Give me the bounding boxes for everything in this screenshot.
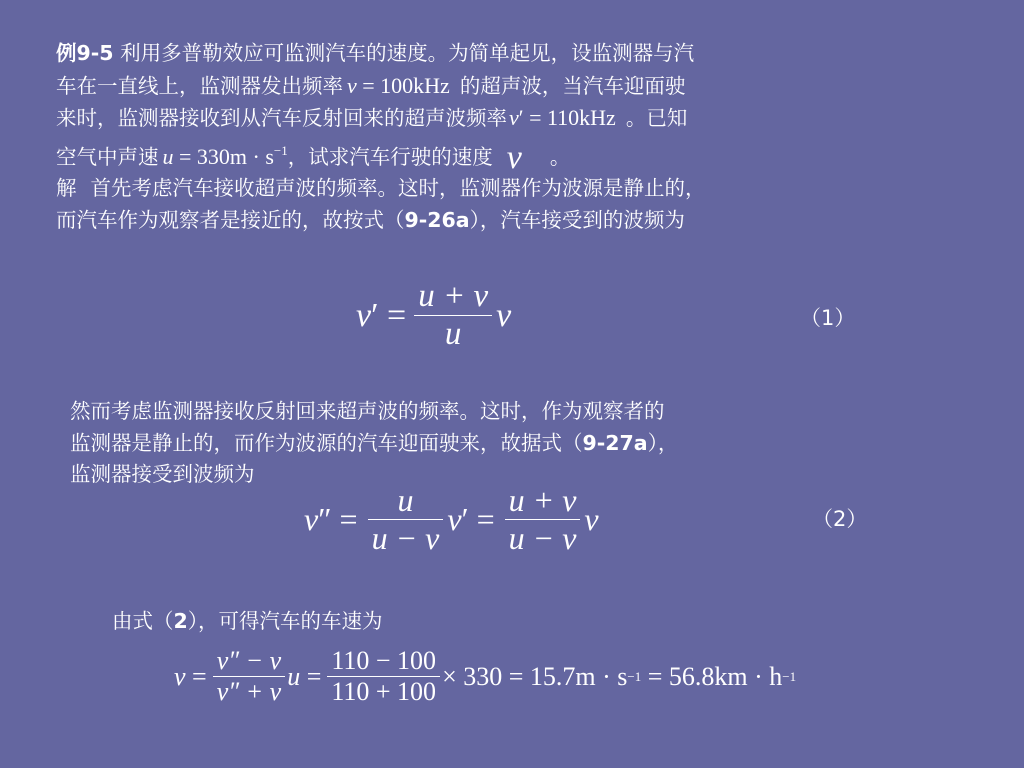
eq3-lhs-v: v	[174, 661, 186, 691]
problem-text-4b: ，试求汽车行驶的速度	[287, 144, 493, 169]
eq3-result-1: × 330 = 15.7m · s	[442, 661, 628, 691]
u-exponent: −1	[273, 142, 288, 158]
solution-text-2a: 而汽车作为观察者是接近的，故按式（	[56, 207, 405, 232]
eq3-exp-2: −1	[782, 668, 797, 684]
eq3-frac2-numerator: 110 − 100	[331, 646, 437, 675]
problem-text-3b: 。已知	[625, 106, 688, 130]
eq2-eq2: ′ =	[461, 501, 495, 537]
eq3-frac1-numerator: ν″ − ν	[216, 646, 282, 675]
solution-text-2b: ），汽车接受到的波频为	[469, 207, 685, 232]
problem-text-3a: 来时，监测器接收到从汽车反射回来的超声波频率	[56, 106, 507, 130]
problem-text-2b: 的超声波，当汽车迎面驶	[459, 73, 686, 98]
eq-ref-2: 2	[173, 609, 188, 633]
equation-1-number: （1）	[800, 306, 856, 330]
eq2-eq1: ″ =	[318, 501, 358, 537]
solution-line-1	[56, 173, 706, 205]
v-symbol: v	[506, 138, 522, 176]
eq3-exp-1: −1	[627, 668, 642, 684]
eq3-result-2: = 56.8km · h	[641, 661, 783, 691]
eq3-u: u	[287, 661, 301, 691]
equation-3	[174, 646, 796, 707]
eq2-lhs: ν	[304, 501, 319, 537]
eq3-frac1-denominator: ν″ + ν	[216, 677, 282, 706]
nu-prime-value: ν′ = 110kHz	[509, 105, 616, 130]
eq1-denominator: u	[444, 316, 462, 352]
para2-text-2b: ），	[647, 430, 679, 455]
u-value: $u = 330m \cdot s^{-1}$	[162, 142, 288, 169]
eq2-mid: ν	[447, 501, 462, 537]
solution-text-1: 首先考虑汽车接收超声波的频率。这时，监测器作为波源是静止的，	[90, 176, 706, 200]
eq2-fraction-1	[368, 482, 444, 557]
problem-text-1: 利用多普勒效应可监测汽车的速度。为简单起见，设监测器与汽	[120, 41, 695, 65]
eq1-lhs: ν	[356, 296, 372, 334]
problem-line-3	[56, 102, 706, 135]
problem-text-4a: 空气中声速	[56, 144, 159, 169]
problem-label: 例9-5	[56, 41, 114, 65]
equation-1	[356, 278, 511, 353]
problem-statement	[56, 38, 706, 236]
paragraph-2	[70, 396, 678, 491]
eq3-fraction-2	[327, 646, 440, 707]
eq1-fraction	[414, 278, 492, 353]
solution-label: 解	[56, 176, 77, 200]
para3-text-b: ），可得汽车的车速为	[187, 609, 383, 633]
eq3-eq2: =	[300, 661, 322, 691]
eq2-frac1-numerator: u	[397, 482, 414, 518]
eq2-fraction-2	[505, 482, 581, 557]
eq-ref-9-26a: 9-26a	[404, 207, 470, 232]
equation-2-number: （2）	[812, 507, 868, 531]
equation-2	[304, 482, 599, 557]
problem-line-1	[56, 38, 706, 70]
eq2-rhs: ν	[584, 501, 599, 537]
para2-text-2a: 监测器是静止的，而作为波源的汽车迎面驶来，故据式（	[70, 430, 583, 455]
eq3-eq1: =	[185, 661, 207, 691]
problem-text-2a: 车在一直线上，监测器发出频率	[56, 73, 343, 98]
problem-line-4	[56, 135, 706, 174]
eq1-rhs: ν	[496, 296, 512, 334]
eq3-fraction-1	[213, 646, 285, 707]
eq2-frac1-denominator: u − v	[371, 520, 440, 556]
eq2-frac2-numerator: u + v	[508, 482, 577, 518]
problem-text-4c: 。	[549, 144, 571, 169]
para2-line-3: 监测器接受到波频为	[70, 462, 255, 486]
para3-text-a: 由式（	[112, 609, 174, 633]
problem-line-2	[56, 70, 706, 103]
para2-line-1: 然而考虑监测器接收反射回来超声波的频率。这时，作为观察者的	[70, 399, 665, 423]
paragraph-3	[112, 606, 383, 638]
solution-line-2	[56, 205, 706, 237]
nu-value: ν = 100kHz	[347, 72, 450, 98]
eq3-frac2-denominator: 110 + 100	[331, 677, 437, 706]
eq1-numerator: u + v	[418, 278, 489, 314]
eq-ref-9-27a: 9-27a	[582, 430, 648, 455]
eq1-eq: ′ =	[371, 296, 407, 334]
eq2-frac2-denominator: u − v	[508, 520, 577, 556]
para2-line-2	[70, 428, 678, 460]
